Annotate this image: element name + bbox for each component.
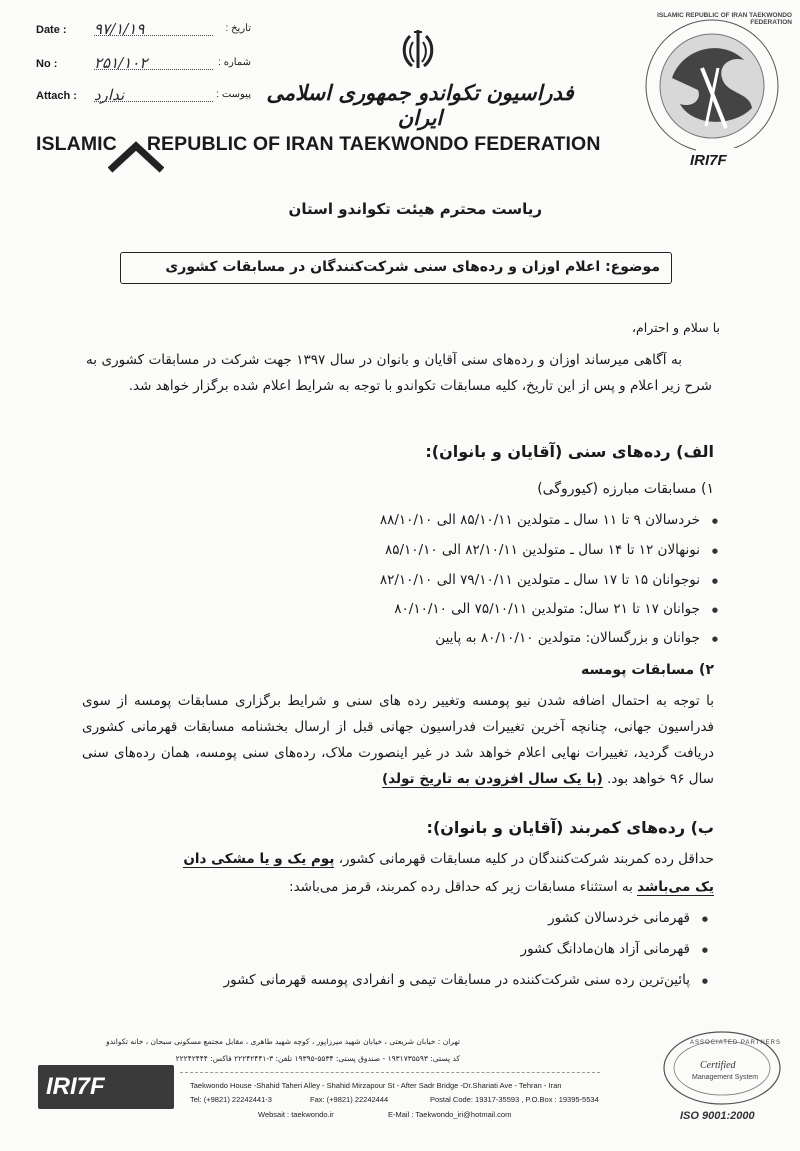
poomsae-text: با توجه به احتمال اضافه شدن نیو پومسه وتغییر رده های سنی و شرایط برگزاری مسابقات پومسه از سوی فدراسیون جهانی، چنانچه آخرین تغییرات فدراسیون جهانی قبل از ارسال بخشنامه مسابقات قهرمانی کشوری دریافت گردید، تغییرات نهایی اعلام خواهد شد در غیر اینصورت ملاک، رده‌های سنی پومسه، همان رده‌های سنی سال ۹۶ خواهد بود. bbox=[82, 693, 714, 787]
intro-paragraph: به آگاهی میرساند اوزان و رده‌های سنی آقایان و بانوان در سال ۱۳۹۷ جهت شرکت در مسابقات کشوری به شرح زیر اعلام و پس از این تاریخ، کلیه مسابقات تکواندو با توجه به شرایط اعلام شده برگزار خواهد شد. bbox=[86, 352, 712, 394]
belt-item: قهرمانی آزاد هان‌مادانگ کشور ● bbox=[521, 941, 690, 957]
federation-name-fa: فدراسیون تکواندو جمهوری اسلامی ایران bbox=[266, 80, 574, 130]
number-dotted-line bbox=[94, 69, 213, 70]
date-row bbox=[36, 22, 251, 40]
belt-line-2 bbox=[289, 879, 714, 895]
belt-text-1b: پوم یک و یا مشکی دان bbox=[183, 851, 335, 867]
recipient: ریاست محترم هیئت تکواندو استان bbox=[288, 200, 542, 218]
poomsae-heading: ۲) مسابقات پومسه bbox=[581, 662, 714, 678]
cert-sub-text: Management System bbox=[692, 1074, 759, 1081]
footer-website: Websait : taekwondo.ir bbox=[258, 1110, 334, 1119]
federation-en-right: REPUBLIC OF IRAN TAEKWONDO FEDERATION bbox=[146, 133, 601, 155]
number-label-fa: شماره : bbox=[218, 57, 251, 68]
number-row bbox=[36, 56, 251, 74]
date-value: ۹۷/۱/۱۹ bbox=[94, 20, 145, 38]
kyorugi-item: جوانان ۱۷ تا ۲۱ سال: متولدین ۷۵/۱۰/۱۱ الی ۸۰/۱۰/۱۰ ● bbox=[394, 601, 700, 617]
footer-tel: Tel: (+9821) 22242441-3 bbox=[190, 1095, 272, 1104]
kyorugi-item: نونهالان ۱۲ تا ۱۴ سال ـ متولدین ۸۲/۱۰/۱۱ الی ۸۵/۱۰/۱۰ ● bbox=[385, 542, 700, 558]
section-a-heading: الف) رده‌های سنی (آقایان و بانوان): bbox=[425, 442, 714, 461]
poomsae-paragraph bbox=[82, 688, 714, 792]
attach-row bbox=[36, 88, 251, 106]
belt-text-1: حداقل رده کمربند شرکت‌کنندگان در کلیه مسابقات قهرمانی کشور، bbox=[338, 851, 714, 867]
footer-logo-text: IRI7F bbox=[46, 1073, 105, 1100]
footer-fax: Fax: (+9821) 22242444 bbox=[310, 1095, 389, 1104]
iso-label: ISO 9001:2000 bbox=[680, 1110, 755, 1122]
greeting: با سلام و احترام، bbox=[631, 320, 720, 335]
cert-mid-text: Certified bbox=[700, 1060, 736, 1071]
federation-en-left: ISLAMIC bbox=[36, 133, 117, 155]
logo-text: IRI7F bbox=[690, 152, 727, 169]
attach-dotted-line bbox=[94, 101, 213, 102]
chevron-mark-icon bbox=[108, 140, 164, 174]
footer-postal: Postal Code: 19317-35593 , P.O.Box : 19395-5534 bbox=[430, 1095, 599, 1104]
number-label: No : bbox=[36, 58, 58, 70]
footer-divider bbox=[180, 1072, 600, 1073]
date-label: Date : bbox=[36, 24, 67, 36]
logo-ring-text: ISLAMIC REPUBLIC OF IRAN TAEKWONDO FEDERATION bbox=[657, 12, 792, 26]
belt-text-2a: یک می‌باشد bbox=[637, 879, 714, 895]
footer-logo bbox=[38, 1065, 174, 1109]
kyorugi-item: جوانان و بزرگسالان: متولدین ۸۰/۱۰/۱۰ به پایین ● bbox=[435, 630, 700, 646]
date-label-fa: تاریخ : bbox=[225, 23, 251, 34]
attach-label-fa: پیوست : bbox=[216, 89, 251, 100]
belt-text-2b: به استثناء مسابقات زیر که حداقل رده کمربند، قرمز می‌باشد: bbox=[289, 879, 633, 895]
belt-item: قهرمانی خردسالان کشور ● bbox=[548, 910, 690, 926]
footer-contact-fa: کد پستی: ۱۹۳۱۷۳۵۵۹۳ - صندوق پستی: ۵۵۳۴-۱۹۳۹۵ تلفن: ۳-۲۲۲۴۲۴۴۱ فاکس: ۲۲۲۴۲۴۴۴ bbox=[175, 1054, 460, 1063]
kyorugi-item: خردسالان ۹ تا ۱۱ سال ـ متولدین ۸۵/۱۰/۱۱ الی ۸۸/۱۰/۱۰ ● bbox=[380, 512, 700, 528]
belt-item: پائین‌ترین رده سنی شرکت‌کننده در مسابقات تیمی و انفرادی پومسه قهرمانی کشور ● bbox=[224, 972, 690, 988]
attach-value: ندارد bbox=[94, 86, 125, 104]
number-value: ۲۵۱/۱۰۲ bbox=[94, 54, 148, 72]
footer-email: E-Mail : Taekwondo_iri@hotmail.com bbox=[388, 1110, 512, 1119]
kyorugi-heading: ۱) مسابقات مبارزه (کیوروگی) bbox=[537, 481, 714, 497]
poomsae-note: (با یک سال افزودن به تاریخ تولد) bbox=[382, 771, 603, 787]
kyorugi-item: نوجوانان ۱۵ تا ۱۷ سال ـ متولدین ۷۹/۱۰/۱۱ الی ۸۲/۱۰/۱۰ ● bbox=[380, 572, 700, 588]
date-dotted-line bbox=[94, 35, 213, 36]
cert-top-text: ASSOCIATED PARTNERS bbox=[690, 1040, 782, 1046]
iran-emblem-icon bbox=[398, 28, 438, 72]
footer-address-en: Taekwondo House -Shahid Taheri Alley - Shahid Mirzapour St - After Sadr Bridge -Dr.Shariati Ave - Tehran - Iran bbox=[190, 1081, 562, 1090]
section-b-heading: ب) رده‌های کمربند (آقایان و بانوان): bbox=[426, 818, 714, 837]
attach-label: Attach : bbox=[36, 90, 77, 102]
subject: موضوع: اعلام اوزان و رده‌های سنی شرکت‌کنندگان در مسابقات کشوری bbox=[165, 259, 660, 275]
belt-line-1 bbox=[183, 851, 714, 867]
footer-address-fa: تهران : خیابان شریعتی ، خیابان شهید میرزاپور ، کوچه شهید طاهری ، مقابل مجتمع مسکونی سبحان ، خانه تکواندو bbox=[106, 1037, 460, 1046]
